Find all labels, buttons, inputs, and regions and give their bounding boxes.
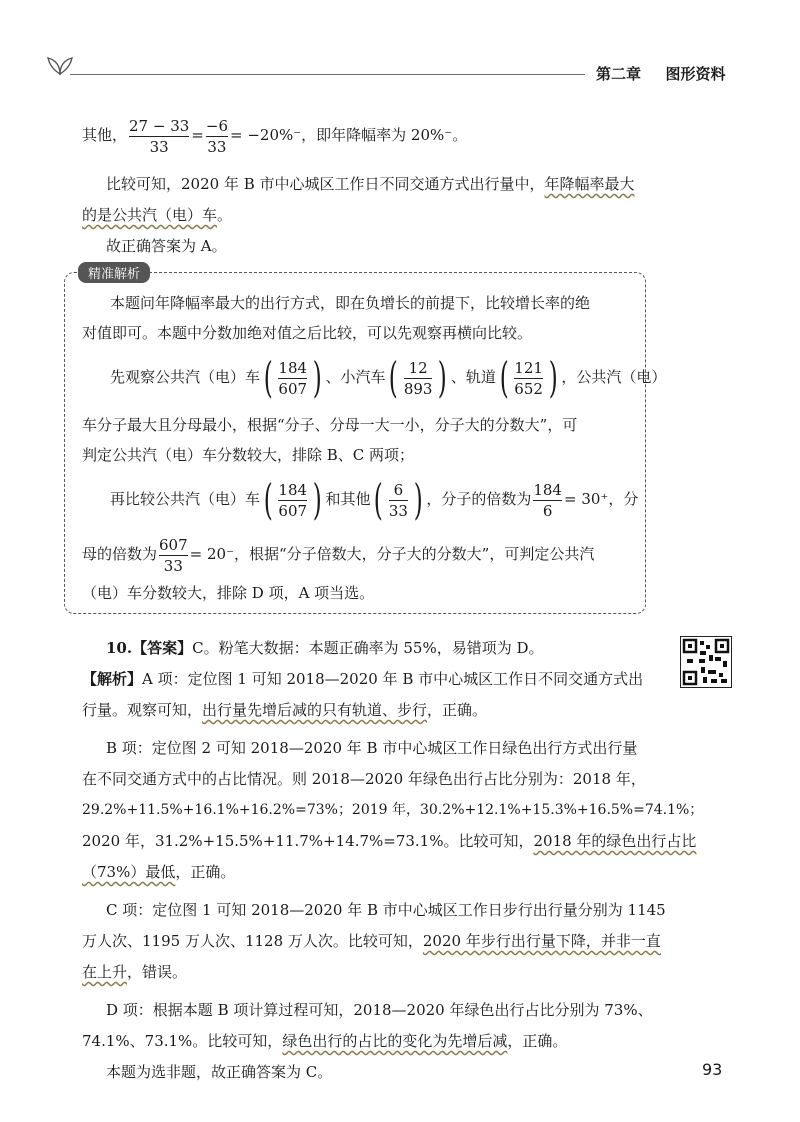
formula-line: 其他， $\frac{27 - 33}{33}$ = $\frac{-6}{33}$ = −20%⁻，即年降幅率为 20%⁻。 bbox=[82, 116, 468, 156]
fraction: $\frac{121}{652}$ bbox=[514, 358, 543, 398]
paragraph: 故正确答案为 A。 bbox=[106, 237, 227, 255]
fraction: $\frac{184}{607}$ bbox=[278, 480, 308, 520]
fraction: $\frac{12}{893}$ bbox=[403, 358, 433, 398]
analysis-line: 行量。观察可知，出行量先增后减的只有轨道、步行，正确。 bbox=[82, 701, 488, 719]
analysis-line: 本题为选非题，故正确答案为 C。 bbox=[106, 1063, 333, 1081]
analysis-line: 29.2%+11.5%+16.1%+16.2%=73%；2019 年，30.2%+12.1%+15.3%+16.5%=74.1%； bbox=[82, 802, 704, 818]
tip-formula-line: 母的倍数为 $\frac{607}{33}$ = 20⁻，根据“分子倍数大，分子大的分数大”，可判定公共汽 bbox=[82, 535, 595, 575]
paragraph: 比较可知，2020 年 B 市中心城区工作日不同交通方式出行量中，年降幅率最大 bbox=[106, 175, 635, 193]
fraction: $\frac{607}{33}$ bbox=[159, 535, 188, 575]
tip-line: 本题问年降幅率最大的出行方式，即在负增长的前提下，比较增长率的绝 bbox=[110, 294, 591, 312]
tip-formula-line: 先观察公共汽（电）车 ( $\frac{184}{607}$ ) 、小汽车 ( $\frac{12}{893}$ ) 、轨道 ( $\frac{121}{652}$ ) ，公共汽（电） bbox=[110, 353, 667, 402]
page-number: 93 bbox=[702, 1060, 723, 1079]
header-leaf-icon bbox=[46, 52, 74, 80]
tip-badge: 精准解析 bbox=[78, 262, 150, 283]
analysis-line: C 项：定位图 1 可知 2018—2020 年 B 市中心城区工作日步行出行量分别为 1145 bbox=[106, 901, 666, 919]
qr-code[interactable] bbox=[680, 636, 732, 688]
chapter-label: 第二章 bbox=[596, 65, 642, 83]
analysis-line: D 项：根据本题 B 项计算过程可知，2018—2020 年绿色出行占比分别为 73%、 bbox=[106, 1001, 653, 1019]
chapter-title: 图形资料 bbox=[665, 65, 726, 83]
fraction: $\frac{184}{6}$ bbox=[533, 480, 562, 520]
header-chapter bbox=[596, 63, 726, 84]
tip-line: 对值即可。本题中分数加绝对值之后比较，可以先观察再横向比较。 bbox=[82, 324, 533, 342]
analysis-line: （73%）最低，正确。 bbox=[82, 863, 236, 881]
header-rule bbox=[70, 74, 585, 75]
tip-line: （电）车分数较大，排除 D 项，A 项当选。 bbox=[82, 584, 375, 602]
answer-line: 10.【答案】C。粉笔大数据：本题正确率为 55%，易错项为 D。 bbox=[106, 639, 544, 657]
analysis-line: 万人次、1195 万人次、1128 万人次。比较可知，2020 年步行出行量下降，并非一直 bbox=[82, 932, 661, 950]
tip-line: 判定公共汽（电）车分数较大，排除 B、C 两项； bbox=[82, 446, 415, 464]
analysis-line: 74.1%、73.1%。比较可知，绿色出行的占比的变化为先增后减，正确。 bbox=[82, 1032, 568, 1050]
analysis-line: B 项：定位图 2 可知 2018—2020 年 B 市中心城区工作日绿色出行方式出行量 bbox=[106, 739, 638, 757]
analysis-line: 在上升，错误。 bbox=[82, 963, 188, 981]
paragraph: 的是公共汽（电）车。 bbox=[82, 206, 233, 224]
fraction: $\frac{-6}{33}$ bbox=[205, 116, 228, 156]
analysis-line: 在不同交通方式中的占比情况。则 2018—2020 年绿色出行占比分别为：2018 年， bbox=[82, 770, 646, 788]
tip-formula-line: 再比较公共汽（电）车 ( $\frac{184}{607}$ ) 和其他 ( $\frac{6}{33}$ ) ，分子的倍数为 $\frac{184}{6}$ = 30⁺，分 bbox=[110, 475, 639, 524]
analysis-line: 【解析】A 项：定位图 1 可知 2018—2020 年 B 市中心城区工作日不同交通方式出 bbox=[82, 670, 644, 688]
fraction: $\frac{27 - 33}{33}$ bbox=[129, 116, 190, 156]
tip-line: 车分子最大且分母最小，根据“分子、分母一大一小，分子大的分数大”，可 bbox=[82, 416, 578, 434]
fraction: $\frac{6}{33}$ bbox=[388, 480, 408, 520]
analysis-line: 2020 年，31.2%+15.5%+11.7%+14.7%=73.1%。比较可知，2018 年的绿色出行占比 bbox=[82, 832, 697, 850]
fraction: $\frac{184}{607}$ bbox=[278, 358, 308, 398]
